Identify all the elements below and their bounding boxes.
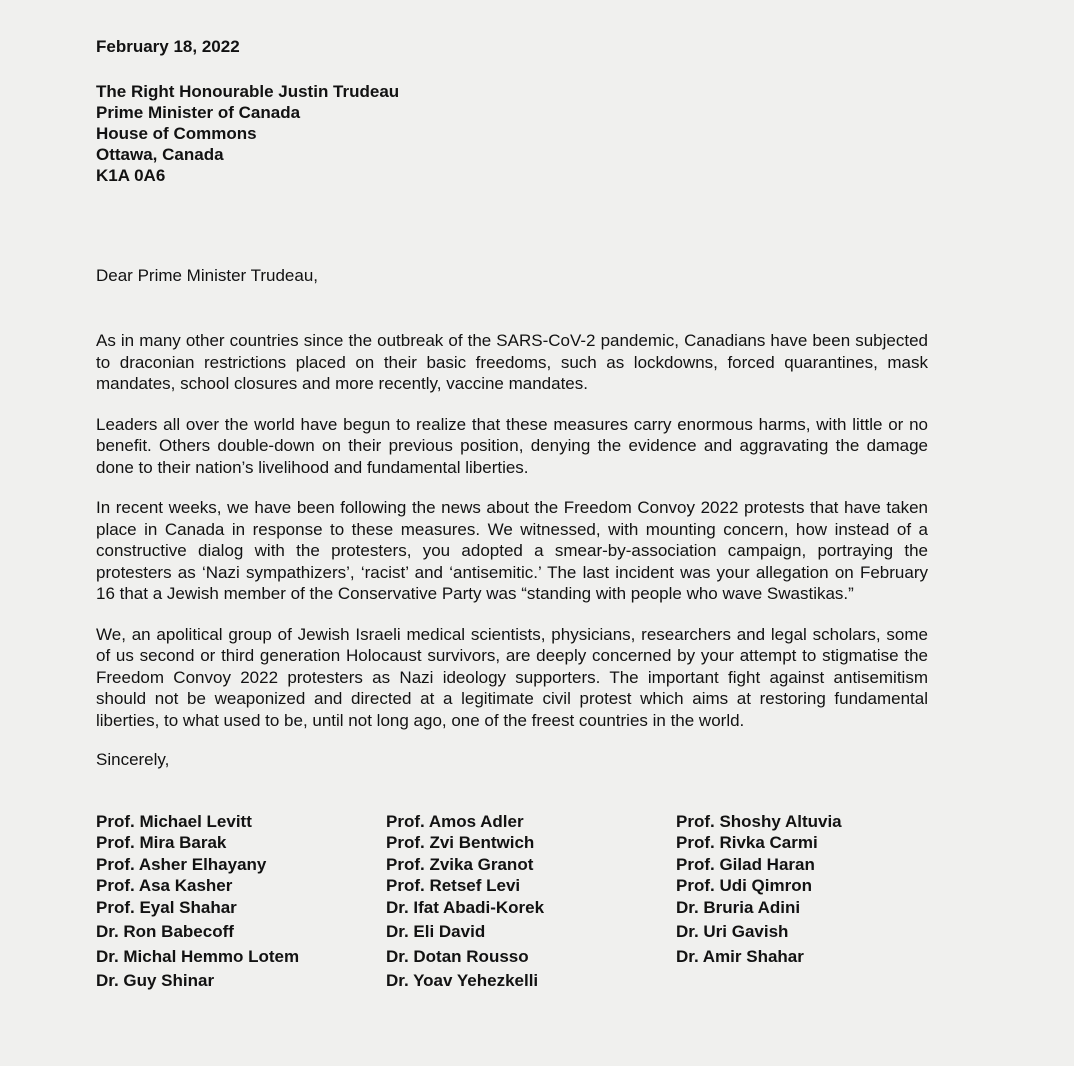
recipient-city: Ottawa, Canada: [96, 144, 224, 164]
signatory-name: Prof. Zvika Granot: [386, 854, 534, 874]
signatory-name: Prof. Gilad Haran: [676, 854, 815, 874]
signatory-name: Dr. Ron Babecoff: [96, 922, 234, 941]
recipient-name: The Right Honourable Justin Trudeau: [96, 81, 400, 101]
signatory-name: Dr. Yoav Yehezkelli: [386, 971, 539, 990]
recipient-institution: House of Commons: [96, 123, 257, 143]
signatory-name: Prof. Retsef Levi: [386, 876, 521, 895]
signatory-name: Prof. Udi Qimron: [676, 876, 812, 895]
signatory-name: Prof. Mira Barak: [96, 833, 227, 852]
recipient-title: Prime Minister of Canada: [96, 102, 301, 122]
body-paragraph-2: Leaders all over the world have begun to realize that these measures carry enormous harms, with little or no benefit. Others double-down on their previous position, denying the evidence and aggravating the damage done to their nation’s livelihood and fundamental liberties.: [96, 414, 928, 477]
signatory-name: Prof. Michael Levitt: [96, 811, 252, 831]
signatory-name: Dr. Amir Shahar: [676, 946, 804, 966]
salutation: Dear Prime Minister Trudeau,: [96, 265, 319, 285]
signatory-column-1: [96, 811, 386, 992]
signatory-name: Prof. Zvi Bentwich: [386, 833, 535, 852]
body-paragraph-3: In recent weeks, we have been following the news about the Freedom Convoy 2022 protests that have taken place in Canada in response to these measures. We witnessed, with mounting concern, how instead of a constructive dialog with the protesters, you adopted a smear-by-association campaign, portraying the protesters as ‘Nazi sympathizers’, ‘racist’ and ‘antisemitic.’ The last incident was your allegation on February 16 that a Jewish member of the Conservative Party was “standing with people who wave Swastikas.”: [96, 498, 928, 603]
signatory-name: Prof. Amos Adler: [386, 811, 524, 831]
signatory-name: Prof. Asher Elhayany: [96, 854, 267, 874]
body-paragraph-1: As in many other countries since the outbreak of the SARS-CoV-2 pandemic, Canadians have been subjected to draconian restrictions placed on their basic freedoms, such as lockdowns, forced quarantines, mask mandates, school closures and more recently, vaccine mandates.: [96, 331, 928, 393]
signatory-name: Dr. Uri Gavish: [676, 922, 789, 941]
signatory-name: Prof. Eyal Shahar: [96, 897, 237, 917]
signatory-name: Dr. Bruria Adini: [676, 897, 801, 917]
signatories: [96, 811, 928, 992]
signatory-name: Dr. Guy Shinar: [96, 971, 215, 990]
closing: Sincerely,: [96, 750, 170, 769]
recipient-postal-code: K1A 0A6: [96, 165, 166, 185]
signatory-name: Prof. Asa Kasher: [96, 876, 233, 895]
signatory-name: Dr. Dotan Rousso: [386, 946, 529, 966]
recipient-address: [96, 81, 928, 186]
signatory-name: Dr. Ifat Abadi-Korek: [386, 897, 545, 917]
signatory-column-2: [386, 811, 676, 992]
letter-date: February 18, 2022: [96, 37, 240, 56]
body-paragraph-4: We, an apolitical group of Jewish Israeli medical scientists, physicians, researchers and legal scholars, some of us second or third generation Holocaust survivors, are deeply concerned by your attempt to stigmatise the Freedom Convoy 2022 protesters as Nazi ideology supporters. The important fight against antisemitism should not be weaponized and directed at a legitimate civil protest which aims at restoring fundamental liberties, to what used to be, until not long ago, one of the freest countries in the world.: [96, 624, 928, 730]
signatory-name: Prof. Shoshy Altuvia: [676, 811, 842, 831]
signatory-name: Prof. Rivka Carmi: [676, 833, 818, 852]
signatory-name: Dr. Michal Hemmo Lotem: [96, 946, 300, 966]
signatory-column-3: [676, 811, 928, 992]
signatory-name: Dr. Eli David: [386, 922, 486, 941]
